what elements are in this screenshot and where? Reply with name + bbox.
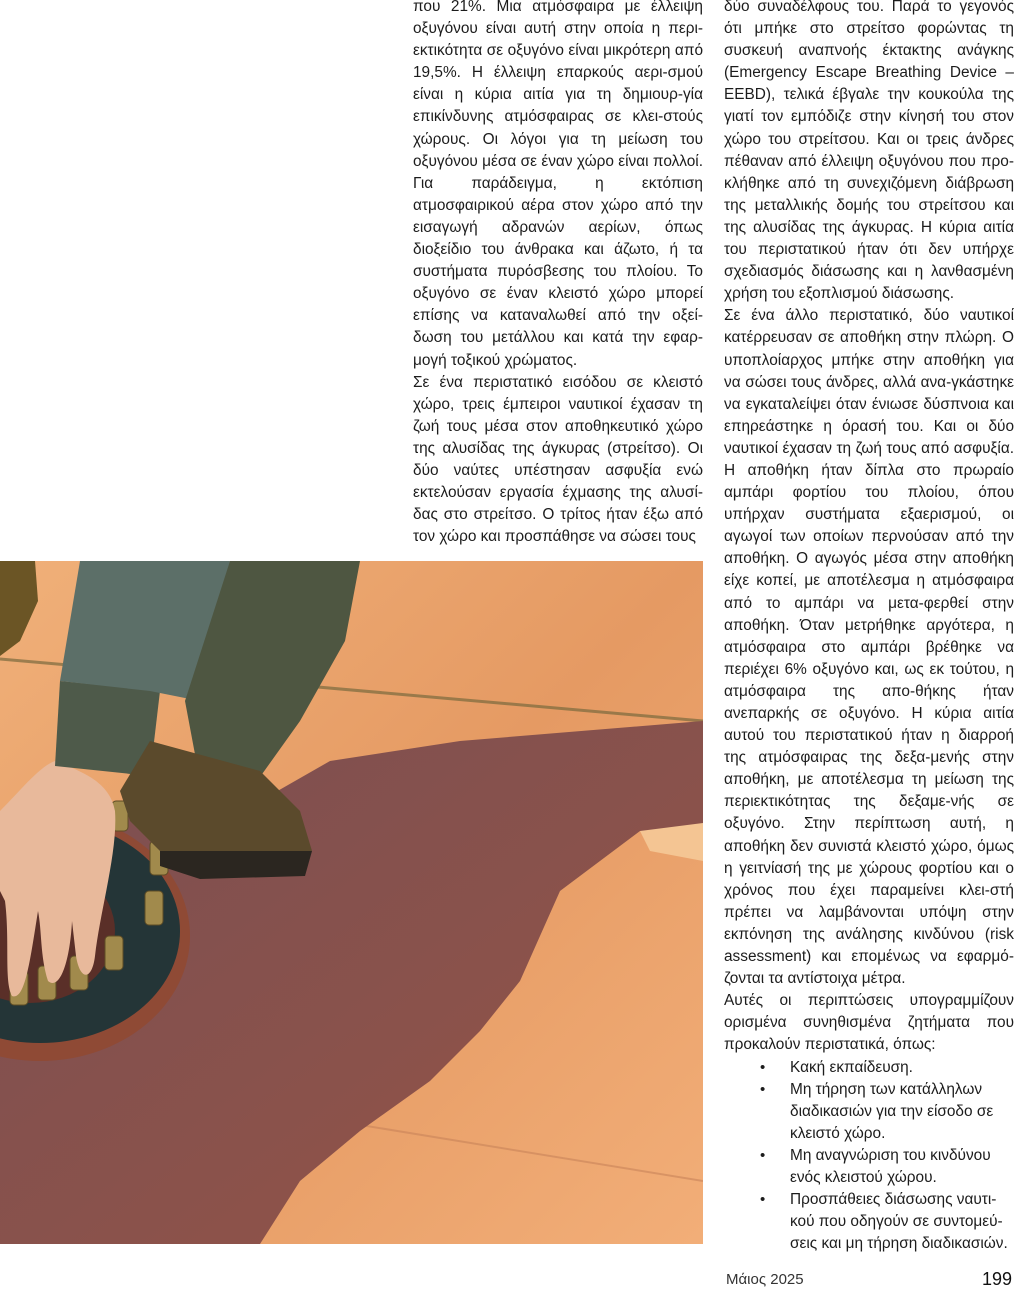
bullet-item: • Μη αναγνώριση του κινδύνου ενός κλειστού χώρου.	[724, 1145, 1014, 1189]
bullet-item: • Κακή εκπαίδευση.	[724, 1057, 1014, 1079]
footer-issue-date: Μάιος 2025	[726, 1271, 804, 1288]
paragraph: Σε ένα περιστατικό εισόδου σε κλειστό χώρο, τρεις έμπειροι ναυτικοί έχασαν τη ζωή τους μέσα στον αποθηκευτικό χώρο της αλυσίδας της άγκυρας (στρείτσο). Οι δύο ναύτες υπέστησαν ασφυξία ενώ εκτελούσαν εργασία έχμασης της αλυσί-δας στο στρείτσο. Ο τρίτος ήταν έξω από τον χώρο και προσπάθησε να σώσει τους	[413, 373, 703, 546]
paragraph: δύο συναδέλφους του. Παρά το γεγονός ότι μπήκε στο στρείτσο φορώντας τη συσκευή αναπνοής έκτακτης ανάγκης (Emergency Escape Breathing Device – EEBD), τελικά έβγαλε την κουκούλα της γιατί τον εμπόδιζε στην κίνησή του στον χώρο του στρείτσου. Και οι τρεις άνδρες πέθαναν από έλλειψη οξυγόνου που προ-κλήθηκε από τη συνεχιζόμενη διάβρωση της μεταλλικής δομής του στρείτσου και της αλυσίδας της άγκυρας. Η κύρια αιτία του περιστατικού ήταν ότι δεν υπήρχε σχεδιασμός διάσωσης και η λανθασμένη χρήση του εξοπλισμού διάσωσης.	[724, 0, 1014, 303]
page-number: 199	[982, 1269, 1013, 1289]
deck-hatch-photo	[0, 561, 703, 1244]
article-column-left	[413, 0, 703, 548]
paragraph: Σε ένα άλλο περιστατικό, δύο ναυτικοί κατέρρευσαν σε αποθήκη στην πλώρη. Ο υποπλοίαρχος μπήκε στην αποθήκη για να σώσει τους άνδρες, αλλά ανα-γκάστηκε να εγκαταλείψει όταν ένιωσε δύσπνοια και επηρεάστηκε η όρασή του. Και οι δύο ναυτικοί έχασαν τη ζωή τους από ασφυξία. Η αποθήκη ήταν δίπλα στο πρωραίο αμπάρι φορτίου του πλοίου, όπου υπήρχαν συστήματα εξαερισμού, οι αγωγοί των οποίων περνούσαν από την αποθήκη. Ο αγωγός μέσα στην αποθήκη είχε κοπεί, με αποτέλεσμα η ατμόσφαιρα από το αμπάρι να μετα-φερθεί στην αποθήκη. Όταν μετρήθηκε αργότερα, η ατμόσφαιρα στο αμπάρι βρέθηκε να περιέχει 6% οξυγόνο και, ως εκ τούτου, η ατμόσφαιρα της απο-θήκης ήταν ανεπαρκής σε οξυγόνο. Η κύρια αιτία αυτού του περιστατικού ήταν η διαρροή της ατμόσφαιρας της δεξα-μενής στην αποθήκη, με αποτέλεσμα τη μείωση της περιεκτικότητας της δεξαμε-νής σε οξυγόνο. Στην περίπτωση αυτή, η αποθήκη δεν συνιστά κλειστό χώρο, όμως η γειτνίασή της με χώρους φορτίου και ο χρόνος που έχει παραμείνει κλει-στή πρέπει να λαμβάνονται υπόψη στην εκπόνηση της ανάλησης κινδύνου (risk assessment) και επομένως να εφαρμό-ζονται τα αντίστοιχα μέτρα.	[724, 307, 1014, 988]
bullet-item: • Προσπάθειες διάσωσης ναυτι-κού που οδηγούν σε συντομεύ-σεις και μη τήρηση διαδικασιών.	[724, 1189, 1014, 1255]
paragraph: που 21%. Μια ατμόσφαιρα με έλλειψη οξυγόνου είναι αυτή στην οποία η περι-εκτικότητα σε οξυγόνο είναι μικρότερη από 19,5%. Η έλλειψη επαρκούς αερι-σμού είναι η κύρια αιτία για τη δημιουρ-γία επικίνδυνης ατμόσφαιρας σε κλει-στούς χώρους. Οι λόγοι για τη μείωση του οξυγόνου μέσα σε έναν χώρο είναι πολλοί. Για παράδειγμα, η εκτόπιση ατμοσφαιρικού αέρα στον χώρο από την εισαγωγή αδρανών αερίων, όπως διοξείδιο του άνθρακα και άζωτο, ή τα συστήματα πυρόσβεσης του πλοίου. Το οξυγόνο σε έναν κλειστό χώρο μπορεί επίσης να καταναλωθεί από την οξεί-δωση του μετάλλου και κατά την εφαρ-μογή τοξικού χρώματος.	[413, 0, 703, 369]
bullet-list	[724, 1057, 1014, 1256]
paragraph: Αυτές οι περιπτώσεις υπογραμμίζουν ορισμένα συνηθισμένα ζητήματα που προκαλούν περιστατικά, όπως:	[724, 992, 1014, 1054]
bullet-item: • Μη τήρηση των κατάλληλων διαδικασιών για την είσοδο σε κλειστό χώρο.	[724, 1079, 1014, 1145]
article-column-right	[724, 0, 1014, 1255]
